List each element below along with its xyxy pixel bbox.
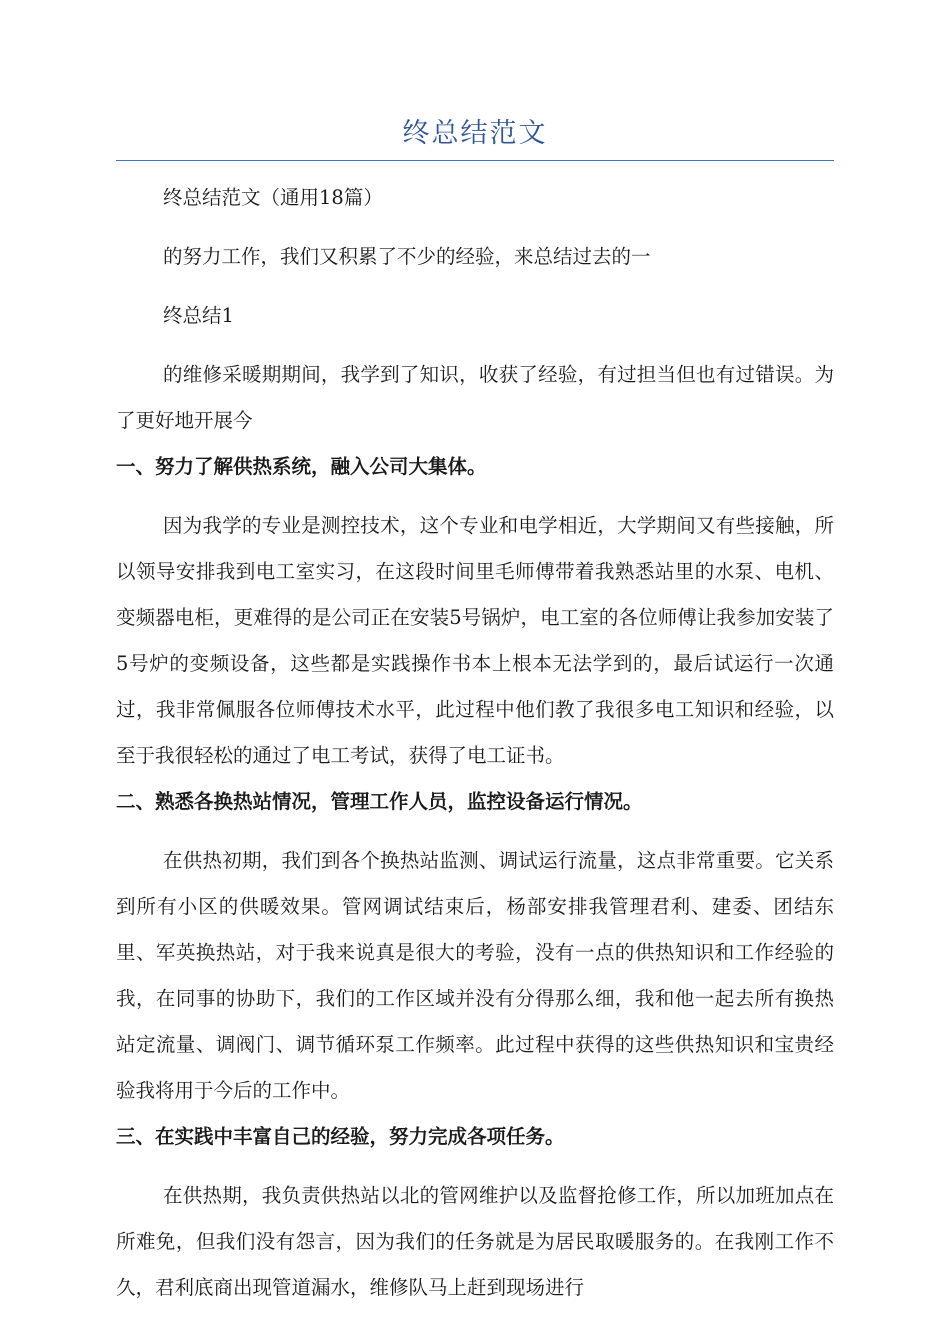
body-paragraph-1: 因为我学的专业是测控技术，这个专业和电学相近，大学期间又有些接触，所以领导安排我到电工室实习，在这段时间里毛师傅带着我熟悉站里的水泵、电机、变频器电柜，更难得的是公司正在安装5号锅炉，电工室的各位师傅让我参加安装了5号炉的变频设备，这些都是实践操作书本上根本无法学到的，最后试运行一次通过，我非常佩服各位师傅技术水平，此过程中他们教了我很多电工知识和经验，以至于我很轻松的通过了电工考试，获得了电工证书。 xyxy=(116,514,834,767)
section-heading-1: 一、努力了解供热系统，融入公司大集体。 xyxy=(116,455,487,478)
section-heading-2: 二、熟悉各换热站情况，管理工作人员，监控设备运行情况。 xyxy=(116,790,643,813)
body-paragraph-2: 在供热初期，我们到各个换热站监测、调试运行流量，这点非常重要。它关系到所有小区的供暖效果。管网调试结束后，杨部安排我管理君利、建委、团结东里、军英换热站，对于我来说真是很大的考验，没有一点的供热知识和工作经验的我，在同事的协助下，我们的工作区域并没有分得那么细，我和他一起去所有换热站定流量、调阀门、调节循环泵工作频率。此过程中获得的这些供热知识和宝贵经验我将用于今后的工作中。 xyxy=(116,849,834,1102)
title-underline xyxy=(116,160,834,161)
opening-paragraph: 的维修采暖期期间，我学到了知识，收获了经验，有过担当但也有过错误。为了更好地开展今 xyxy=(116,363,834,432)
document-subtitle: 终总结范文（通用18篇） xyxy=(163,186,383,209)
intro-paragraph: 的努力工作，我们又积累了不少的经验，来总结过去的一 xyxy=(163,245,651,268)
section-label: 终总结1 xyxy=(163,304,234,327)
document-title: 终总结范文 xyxy=(402,118,548,149)
section-heading-3: 三、在实践中丰富自己的经验，努力完成各项任务。 xyxy=(116,1125,565,1148)
document-page xyxy=(116,0,834,1311)
body-paragraph-3: 在供热期，我负责供热站以北的管网维护以及监督抢修工作，所以加班加点在所难免，但我们没有怨言，因为我们的任务就是为居民取暖服务的。在我刚工作不久，君利底商出现管道漏水，维修队马上赶到现场进行 xyxy=(116,1184,834,1299)
